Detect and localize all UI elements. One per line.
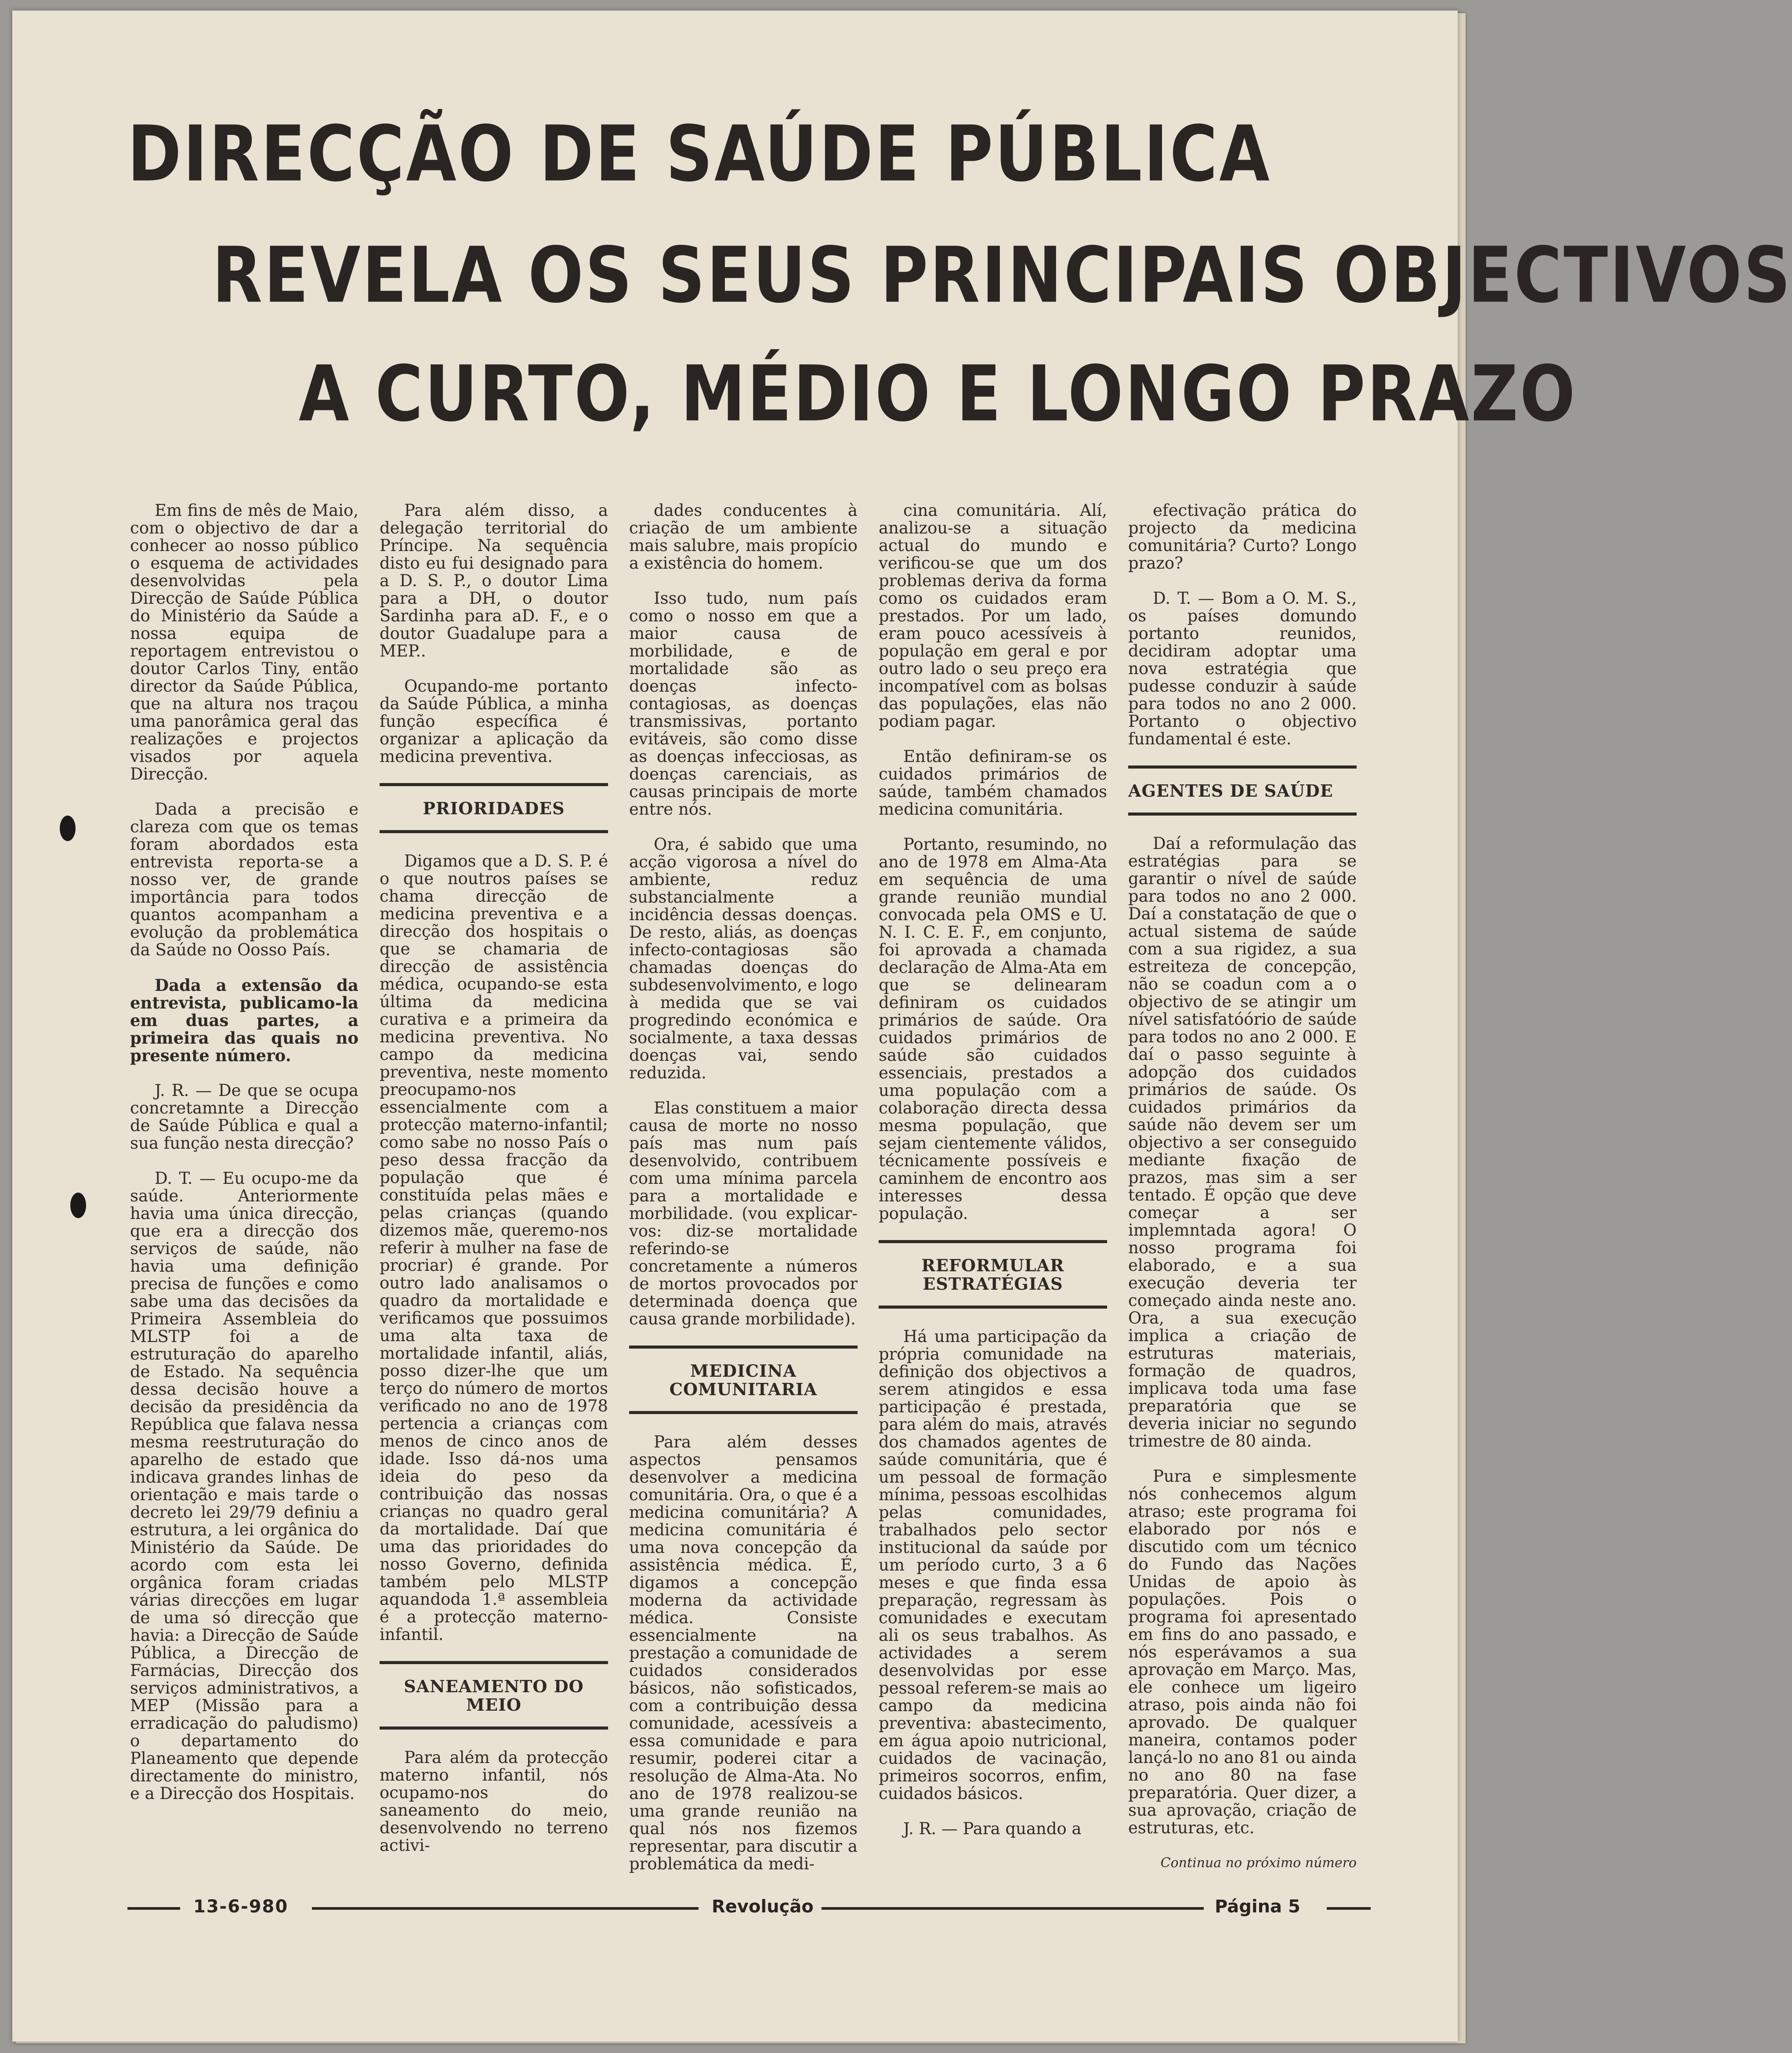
paragraph: Para além da protecção materno infantil, nós ocupamo-nos do saneamento do meio, desenvolvendo no terreno activi- <box>380 1748 608 1855</box>
section-header-prioridades <box>380 783 608 833</box>
section-rule <box>1128 812 1357 816</box>
punch-hole-top <box>60 816 76 841</box>
question-paragraph: J. R. — Para quando a <box>903 1819 1082 1838</box>
section-title: SANEAMENTO DO MEIO <box>404 1676 584 1715</box>
editor-note: Dada a extensão da entrevista, publicamo-la em duas partes, a primeira das quais no presente número. <box>130 976 358 1065</box>
punch-hole-bottom <box>70 1193 86 1218</box>
section-title: REFORMULAR ESTRATÉGIAS <box>921 1255 1064 1294</box>
section-rule <box>629 1411 858 1414</box>
section-rule <box>1128 765 1357 769</box>
paragraph: efectivação prática do projecto da medicina comunitária? Curto? Longo prazo? <box>1128 501 1357 573</box>
section-header-reformular-estrategias <box>879 1240 1107 1309</box>
paragraph: Então definiram-se os cuidados primários de saúde, também chamados medicina comunitária. <box>879 747 1107 819</box>
paragraph: Dada a precisão e clareza com que os temas foram abordados esta entrevista reporta-se a nosso ver, de grande importância para todos quantos acompanham a evolução da problemática da Saúde no Oosso País. <box>130 800 358 959</box>
article-column-4 <box>879 502 1107 1855</box>
paragraph: Portanto, resumindo, no ano de 1978 em Alma-Ata em sequência de uma grande reunião mundial convocada pela OMS e U. N. I. C. E. F., em conjunto, foi aprovada a chamada declaração de Alma-Ata em que se delinearam definiram os cuidados primários de saúde. Ora cuidados primários de saúde são cuidados essenciais, prestados a uma população com a colaboração directa dessa mesma população, que sejam cientemente válidos, técnicamente possíveis e caminhem de encontro aos interesses dessa população. <box>879 835 1107 1223</box>
section-header-saneamento <box>380 1661 608 1730</box>
section-title: MEDICINA COMUNITARIA <box>669 1361 818 1399</box>
headline-line-2: REVELA OS SEUS PRINCIPAIS OBJECTIVOS <box>212 230 1792 320</box>
article-column-1 <box>130 502 358 1820</box>
paragraph: Isso tudo, num país como o nosso em que a maior causa de morbilidade, e de mortalidade são as doenças infecto-contagiosas, as doenças transmissivas, portanto evitáveis, são como disse as doenças infecciosas, as doenças carenciais, as causas principais de morte entre nós. <box>629 589 858 819</box>
paragraph: Digamos que a D. S. P. é o que noutros países se chama direcção de medicina preventiva e a direcção dos hospitais o que se chamaria de direcção de assistência médica, ocupando-se esta última da medicina curativa e a primeira da medicina preventiva. No campo da medicina preventiva, neste momento preocupamo-nos essencialmente com a protecção materno-infantil; como sabe no nosso País o peso dessa fracção da população que é constituída pelas mães e pelas crianças (quando dizemos mãe, queremo-nos referir à mulher na fase de procriar) é grande. Por outro lado analisamos o quadro da mortalidade e verificamos que possuimos uma alta taxa de mortalidade infantil, aliás, posso dizer-lhe que um terço do número de mortos verificado no ano de 1978 pertencia a crianças com menos de cinco anos de idade. Isso dá-nos uma ideia do peso da contribuição das nossas crianças no quadro geral da mortalidade. Daí que uma das prioridades do nosso Governo, definida também pelo MLSTP aquandoda 1.ª assembleia é a protecção materno-infantil. <box>380 852 608 1644</box>
section-rule <box>380 783 608 786</box>
footer-date: 13-6-980 <box>193 1897 289 1917</box>
section-rule <box>879 1306 1107 1309</box>
paragraph: dades conducentes à criação de um ambiente mais salubre, mais propício a existência do homem. <box>629 501 858 573</box>
newspaper-page <box>12 11 1792 2042</box>
footer-rule <box>127 1907 180 1910</box>
section-title: PRIORIDADES <box>423 798 565 818</box>
paragraph: Ocupando-me portanto da Saúde Pública, a minha função específica é organizar a aplicação da medicina preventiva. <box>380 677 608 766</box>
answer-paragraph: D. T. — Eu ocupo-me da saúde. Anteriormente havia uma única direcção, que era a direcção dos serviços de saúde, não havia uma definição precisa de funções e como sabe uma das decisões da Primeira Assembleia do MLSTP foi a de estruturação do aparelho de Estado. Na sequência dessa decisão houve a decisão da presidência da República que falava nessa mesma reestruturação do aparelho de estado que indicava grandes linhas de orientação e mais tarde o decreto lei 29/79 definiu a estrutura, a lei orgânica do Ministério da Saúde. De acordo com esta lei orgânica foram criadas várias direcções em lugar de uma só direcção que havia: a Direcção de Saúde Pública, a Direcção de Farmácias, Direcção dos serviços administrativos, a MEP (Missão para a erradicação do paludismo) o departamento do Planeamento que depende directamente do ministro, e a Direcção dos Hospitais. <box>130 1169 358 1803</box>
section-rule <box>380 1727 608 1730</box>
footer-rule <box>312 1907 699 1910</box>
answer-paragraph: D. T. — Bom a O. M. S., os países domundo portanto reunidos, decidiram adoptar uma nova estratégia que pudesse conduzir à saúde para todos no ano 2 000. Portanto o objectivo fundamental é este. <box>1128 589 1357 748</box>
article-column-3 <box>629 502 858 1890</box>
section-rule <box>380 830 608 833</box>
question-paragraph: J. R. — De que se ocupa concretamnte a Direcção de Saúde Pública e qual a sua função nesta direcção? <box>130 1081 358 1153</box>
paragraph: Pura e simplesmente nós conhecemos algum atraso; este programa foi elaborado por nós e discutido com um técnico do Fundo das Nações Unidas de apoio às populações. Pois o programa foi apresentado em fins do ano passado, e nós esperávamos a sua aprovação em Março. Mas, ele conhece um ligeiro atraso, pois ainda não foi aprovado. De qualquer maneira, contamos poder lançá-lo no ano 81 ou ainda no ano 80 na fase preparatória. Quer dizer, a sua aprovação, criação de estruturas, etc. <box>1128 1467 1357 1837</box>
paragraph: cina comunitária. Alí, analizou-se a situação actual do mundo e verificou-se que um dos problemas deriva da forma como os cuidados eram prestados. Por um lado, eram pouco acessíveis à população em geral e por outro lado o seu preço era incompatível com as bolsas das populações, elas não podiam pagar. <box>879 501 1107 731</box>
section-header-agentes-de-saude <box>1128 765 1357 816</box>
paragraph: Para além disso, a delegação territorial do Príncipe. Na sequência disto eu fui designado para a D. S. P., o doutor Lima para a DH, o doutor Sardinha para aD. F., e o doutor Guadalupe para a MEP.. <box>380 501 608 660</box>
article-column-2 <box>380 502 608 1872</box>
page-footer <box>127 1896 1371 1920</box>
paragraph: Há uma participação da própria comunidade na definição dos objectivos a serem atingidos e essa participação é prestada, para além do mais, através dos chamados agentes de saúde comunitária, que é um pessoal de formação mínima, pessoas escolhidas pelas comunidades, trabalhados pelo sector institucional da saúde por um período curto, 3 a 6 meses e que finda essa preparação, regressam às comunidades e executam ali os seus trabalhos. As actividades a serem desenvolvidas por esse pessoal referem-se mais ao campo da medicina preventiva: abastecimento, em água apoio nutricional, cuidados de vacinação, primeiros socorros, enfim, cuidados básicos. <box>879 1327 1107 1803</box>
headline-line-3: A CURTO, MÉDIO E LONGO PRAZO <box>299 349 1577 439</box>
section-rule <box>879 1240 1107 1243</box>
footer-rule <box>1327 1907 1371 1910</box>
footer-rule <box>822 1907 1204 1910</box>
article-column-5 <box>1128 502 1357 1872</box>
section-header-medicina-comunitaria <box>629 1346 858 1414</box>
continued-note: Continua no próximo número <box>1160 1855 1357 1871</box>
section-rule <box>380 1661 608 1664</box>
headline-line-1: DIRECÇÃO DE SAÚDE PÚBLICA <box>127 109 1271 199</box>
section-rule <box>629 1346 858 1349</box>
footer-publication: Revolução <box>712 1897 814 1917</box>
section-title: AGENTES DE SAÚDE <box>1128 781 1333 801</box>
paragraph: Em fins de mês de Maio, com o objectivo de dar a conhecer ao nosso público o esquema de actividades desenvolvidas pela Direcção de Saúde Pública do Ministério da Saúde a nossa equipa de reportagem entrevistou o doutor Carlos Tiny, então director da Saúde Pública, que na altura nos traçou uma panorâmica geral das realizações e projectos visados por aquela Direcção. <box>130 501 358 783</box>
footer-page-number: Página 5 <box>1215 1897 1300 1917</box>
paragraph: Elas constituem a maior causa de morte no nosso país mas num país desenvolvido, contribuem com uma mínima parcela para a mortalidade e morbilidade. (vou explicar-vos: diz-se mortalidade referindo-se concretamente a números de mortos provocados por determinada doença que causa grande morbilidade). <box>629 1099 858 1328</box>
paragraph: Ora, é sabido que uma acção vigorosa a nível do ambiente, reduz substancialmente a incidência dessas doenças. De resto, aliás, as doenças infecto-contagiosas são chamadas doenças do subdesenvolvimento, e logo à medida que se vai progredindo económica e socialmente, a taxa dessas doenças vai, sendo reduzida. <box>629 835 858 1082</box>
paragraph: Daí a reformulação das estratégias para se garantir o nível de saúde para todos no ano 2 000. Daí a constatação de que o actual sistema de saúde com a sua rigidez, a sua estreiteza de concepção, não se coadun com a o objectivo de se atingir um nível satisfatóório de saúde para todos no ano 2 000. E daí o passo seguinte à adopção dos cuidados primários de saúde. Os cuidados primários da saúde não devem ser um objectivo a ser conseguido mediante fixação de prazos, mas sim a ser tentado. É opção que deve começar a ser implemntada agora! O nosso programa foi elaborado, e a sua execução deveria ter começado ainda neste ano. Ora, a sua execução implica a criação de estruturas materiais, formação de quadros, implicava toda uma fase preparatória que se deveria iniciar no segundo trimestre de 80 ainda. <box>1128 834 1357 1451</box>
paragraph: Para além desses aspectos pensamos desenvolver a medicina comunitária. Ora, o que é a medicina comunitária? A medicina comunitária é uma nova concepção da assistência médica. É, digamos a concepção moderna da actividade médica. Consiste essencialmente na prestação a comunidade de cuidados considerados básicos, não sofisticados, com a contribuição dessa comunidade, acessíveis a essa comunidade e para resumir, poderei citar a resolução de Alma-Ata. No ano de 1978 realizou-se uma grande reunião na qual nós nos fizemos representar, para discutir a problemática da medi- <box>629 1433 858 1873</box>
